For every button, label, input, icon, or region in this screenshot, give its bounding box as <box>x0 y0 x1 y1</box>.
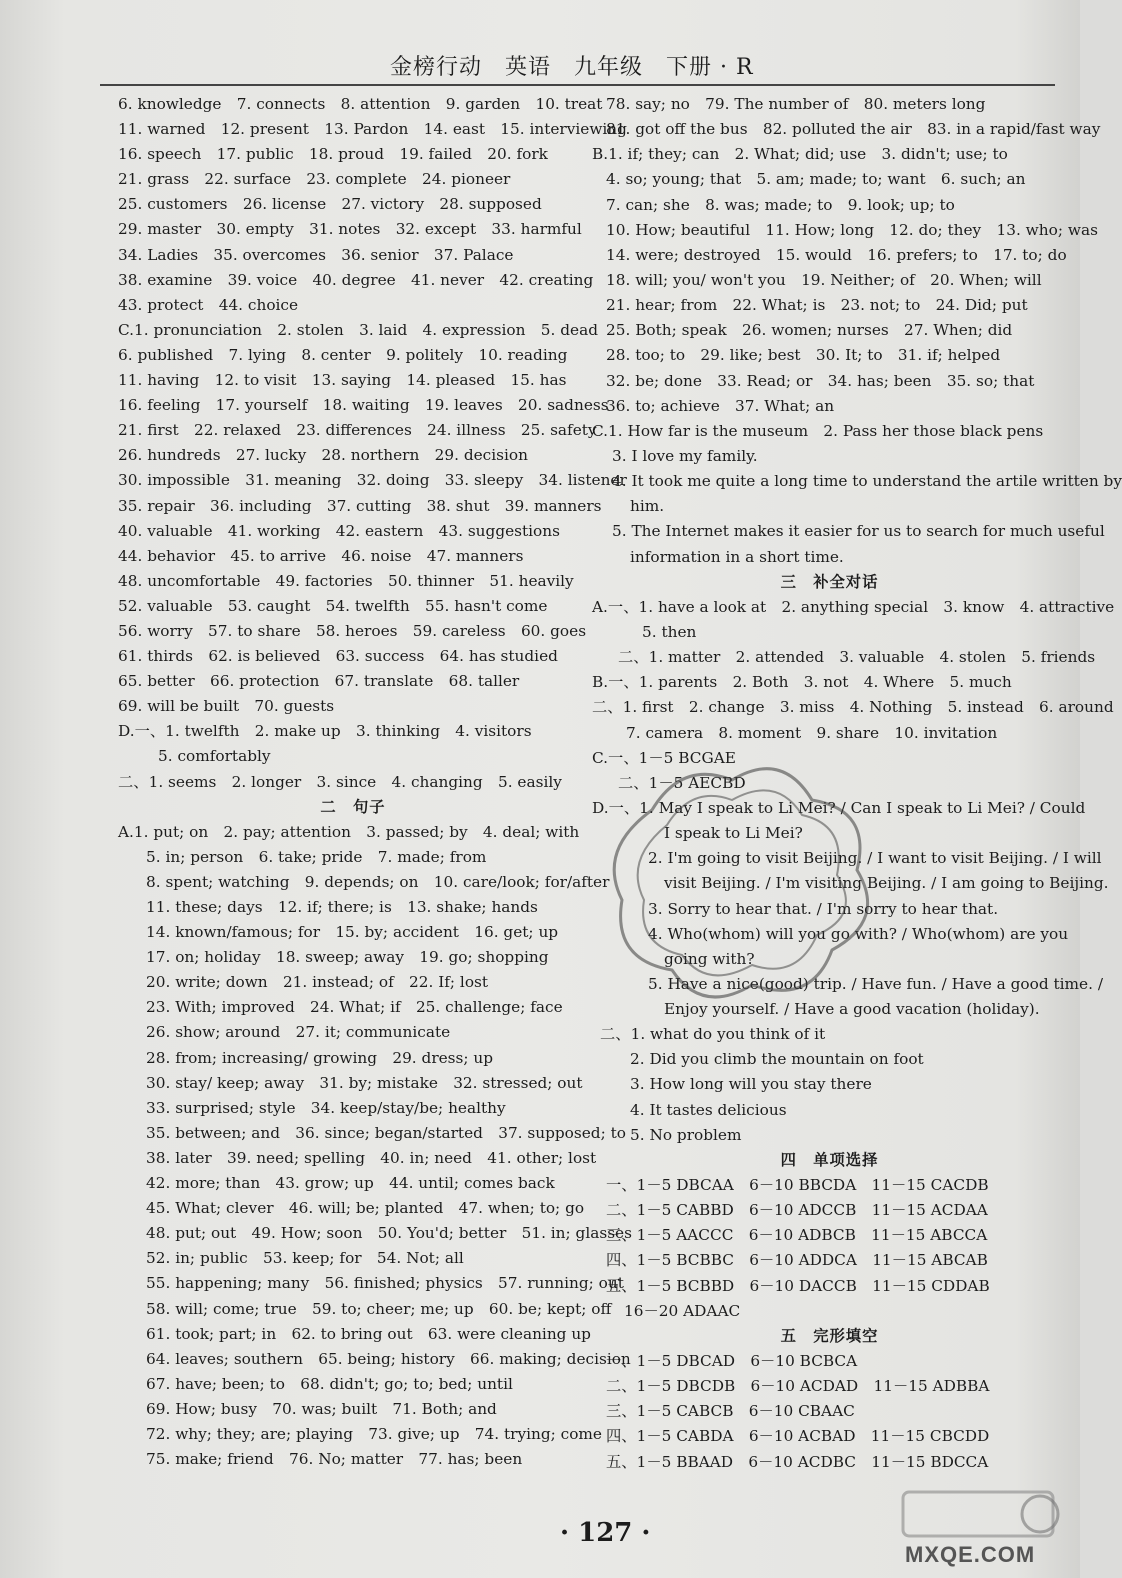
answer-line: 4. It took me quite a long time to understand the artile written by <box>612 472 1122 491</box>
answer-line: 5. comfortably <box>158 747 271 766</box>
answer-line: going with? <box>664 949 755 968</box>
answer-line: 21. first 22. relaxed 23. differences 24. illness 25. safety <box>118 421 597 440</box>
answer-line: 17. on; holiday 18. sweep; away 19. go; shopping <box>146 948 549 967</box>
answer-line: 4. It tastes delicious <box>630 1100 787 1119</box>
answer-line: 48. put; out 49. How; soon 50. You'd; better 51. in; glasses <box>146 1224 632 1243</box>
answer-line: 20. write; down 21. instead; of 22. If; lost <box>146 973 489 992</box>
answer-line: 二、1. seems 2. longer 3. since 4. changing 5. easily <box>118 772 562 791</box>
answer-line: 36. to; achieve 37. What; an <box>606 396 835 415</box>
header-title: 金榜行动 英语 九年级 下册 · R <box>390 55 754 80</box>
answer-line: 65. better 66. protection 67. translate 68. taller <box>118 672 520 691</box>
answer-line: 30. stay/ keep; away 31. by; mistake 32. stressed; out <box>146 1073 583 1092</box>
answer-line: 33. surprised; style 34. keep/stay/be; healthy <box>146 1098 506 1117</box>
answer-line: 26. hundreds 27. lucky 28. northern 29. decision <box>118 446 528 465</box>
answer-line: 48. uncomfortable 49. factories 50. thinner 51. heavily <box>118 571 574 590</box>
answer-line: 四、1－5 CABDA 6－10 ACBAD 11－15 CBCDD <box>606 1427 990 1446</box>
answer-line: 28. from; increasing/ growing 29. dress; up <box>146 1048 494 1067</box>
answer-line: 35. between; and 36. since; began/started 37. supposed; to <box>146 1123 626 1142</box>
answer-line: Enjoy yourself. / Have a good vacation (holiday). <box>664 1000 1040 1019</box>
answer-line: 58. will; come; true 59. to; cheer; me; up 60. be; kept; off <box>146 1299 612 1318</box>
answer-line: B.一、1. parents 2. Both 3. not 4. Where 5. much <box>592 673 1012 692</box>
answer-line: 55. happening; many 56. finished; physics 57. running; out <box>146 1274 624 1293</box>
answer-line: 11. having 12. to visit 13. saying 14. pleased 15. has <box>118 371 567 390</box>
site-logo-text: MXQE.COM <box>905 1542 1036 1567</box>
answer-line: 二、1. what do you think of it <box>600 1025 826 1044</box>
answer-line: 16－20 ADAAC <box>624 1301 741 1320</box>
answer-line: 44. behavior 45. to arrive 46. noise 47. manners <box>118 546 524 565</box>
section-heading: 四 单项选择 <box>780 1150 879 1169</box>
answer-line: 4. Who(whom) will you go with? / Who(whom) are you <box>648 924 1069 943</box>
watermark-stamp-icon <box>592 740 892 1020</box>
answer-line: 5. in; person 6. take; pride 7. made; from <box>146 847 487 866</box>
answer-line: 二、1. first 2. change 3. miss 4. Nothing 5. instead 6. around <box>592 698 1114 717</box>
answer-line: 3. Sorry to hear that. / I'm sorry to hear that. <box>648 899 999 918</box>
answer-line: 一、1－5 DBCAA 6－10 BBCDA 11－15 CACDB <box>606 1176 989 1195</box>
answer-line: 7. camera 8. moment 9. share 10. invitation <box>626 723 998 742</box>
answer-line: 14. known/famous; for 15. by; accident 16. get; up <box>146 923 559 942</box>
answer-line: visit Beijing. / I'm visiting Beijing. / I am going to Beijing. <box>664 874 1109 893</box>
answer-line: 30. impossible 31. meaning 32. doing 33. sleepy 34. listener <box>118 471 627 490</box>
answer-line: 32. be; done 33. Read; or 34. has; been 35. so; that <box>606 371 1035 390</box>
answer-line: 五、1－5 BBAAD 6－10 ACDBC 11－15 BDCCA <box>606 1452 989 1471</box>
answer-line: 16. feeling 17. yourself 18. waiting 19. leaves 20. sadness <box>118 396 609 415</box>
answer-line <box>118 1472 588 1497</box>
answer-line: 14. were; destroyed 15. would 16. prefers; to 17. to; do <box>606 245 1067 264</box>
answer-line: 23. With; improved 24. What; if 25. challenge; face <box>146 998 563 1017</box>
answer-line: 61. took; part; in 62. to bring out 63. were cleaning up <box>146 1324 591 1343</box>
answer-line: 72. why; they; are; playing 73. give; up 74. trying; come <box>146 1424 602 1443</box>
answer-line: D.一、1. May I speak to Li Mei? / Can I speak to Li Mei? / Could <box>592 798 1086 817</box>
answer-line: 8. spent; watching 9. depends; on 10. care/look; for/after <box>146 872 610 891</box>
answer-line: 2. Did you climb the mountain on foot <box>630 1050 924 1069</box>
answer-line: 78. say; no 79. The number of 80. meters long <box>606 95 986 113</box>
answer-line: 61. thirds 62. is believed 63. success 64. has studied <box>118 647 558 666</box>
answer-line: B.1. if; they; can 2. What; did; use 3. didn't; use; to <box>592 145 1008 164</box>
answer-line: 三、1－5 CABCB 6－10 CBAAC <box>606 1402 855 1421</box>
answer-line: 64. leaves; southern 65. being; history 66. making; decision <box>146 1349 631 1368</box>
answer-line: C.一、1－5 BCGAE <box>592 748 736 767</box>
answer-line: C.1. How far is the museum 2. Pass her those black pens <box>592 421 1044 440</box>
answer-line: 40. valuable 41. working 42. eastern 43. suggestions <box>118 521 560 540</box>
answer-line: 2. I'm going to visit Beijing. / I want to visit Beijing. / I will <box>648 849 1102 868</box>
section-heading: 三 补全对话 <box>780 572 879 591</box>
answer-line: 11. these; days 12. if; there; is 13. shake; hands <box>146 898 538 916</box>
left-column <box>118 92 632 1522</box>
answer-line: D.一、1. twelfth 2. make up 3. thinking 4. visitors <box>118 722 532 741</box>
answer-line: 10. How; beautiful 11. How; long 12. do; they 13. who; was <box>606 220 1098 239</box>
answer-line: 5. then <box>642 622 697 641</box>
answer-line: 75. make; friend 76. No; matter 77. has; been <box>146 1450 523 1469</box>
answer-line: 29. master 30. empty 31. notes 32. except 33. harmful <box>118 220 582 239</box>
answer-line: A.一、1. have a look at 2. anything special 3. know 4. attractive <box>592 597 1115 616</box>
answer-line: 6. knowledge 7. connects 8. attention 9. garden 10. treat <box>118 95 603 113</box>
answer-line: 一、1－5 DBCAD 6－10 BCBCA <box>606 1352 858 1371</box>
answer-line: 5. Have a nice(good) trip. / Have fun. / Have a good time. / <box>648 974 1103 993</box>
answer-line: 67. have; been; to 68. didn't; go; to; bed; until <box>146 1374 513 1393</box>
answer-line: 5. No problem <box>630 1125 742 1144</box>
answer-line: 35. repair 36. including 37. cutting 38. shut 39. manners <box>118 496 602 515</box>
answer-line <box>118 1497 588 1522</box>
answer-line: 52. valuable 53. caught 54. twelfth 55. hasn't come <box>118 596 548 615</box>
answer-line: 43. protect 44. choice <box>118 295 299 314</box>
answer-line: 6. published 7. lying 8. center 9. politely 10. reading <box>118 345 568 364</box>
answer-line: C.1. pronunciation 2. stolen 3. laid 4. expression 5. dead <box>118 320 598 339</box>
answer-line: 26. show; around 27. it; communicate <box>146 1023 451 1042</box>
answer-line: 3. I love my family. <box>612 446 758 465</box>
answer-line: 4. so; young; that 5. am; made; to; want 6. such; an <box>606 170 1026 189</box>
section-heading: 二 句子 <box>320 797 386 816</box>
answer-line: 21. hear; from 22. What; is 23. not; to 24. Did; put <box>606 296 1028 315</box>
answer-line: him. <box>630 497 665 516</box>
answer-line: 38. later 39. need; spelling 40. in; need 41. other; lost <box>146 1148 597 1167</box>
answer-line: 四、1－5 BCBBC 6－10 ADDCA 11－15 ABCAB <box>606 1251 988 1270</box>
page-number: · 127 · <box>560 1518 651 1548</box>
answer-line: 三、1－5 AACCC 6－10 ADBCB 11－15 ABCCA <box>606 1226 988 1245</box>
answer-line: 二、1－5 DBCDB 6－10 ACDAD 11－15 ADBBA <box>606 1377 990 1396</box>
answer-line: A.1. put; on 2. pay; attention 3. passed; by 4. deal; with <box>118 822 580 841</box>
answer-line: 28. too; to 29. like; best 30. It; to 31. if; helped <box>606 346 1001 365</box>
answer-line: 69. How; busy 70. was; built 71. Both; and <box>146 1399 497 1418</box>
answer-line: 81. got off the bus 82. polluted the air 83. in a rapid/fast way <box>606 120 1101 139</box>
answer-line: 二、1－5 AECBD <box>618 773 746 792</box>
answer-line: 16. speech 17. public 18. proud 19. failed 20. fork <box>118 145 548 164</box>
answer-line: 42. more; than 43. grow; up 44. until; comes back <box>146 1174 555 1193</box>
answer-line: 69. will be built 70. guests <box>118 697 335 716</box>
answer-line: 二、1. matter 2. attended 3. valuable 4. stolen 5. friends <box>618 648 1096 667</box>
answer-line: 45. What; clever 46. will; be; planted 47. when; to; go <box>146 1199 585 1218</box>
answer-line: 7. can; she 8. was; made; to 9. look; up; to <box>606 195 955 214</box>
answer-line: I speak to Li Mei? <box>664 824 803 843</box>
answer-line: 52. in; public 53. keep; for 54. Not; all <box>146 1249 464 1268</box>
section-heading: 五 完形填空 <box>780 1326 879 1345</box>
answer-line: 5. The Internet makes it easier for us to search for much useful <box>612 522 1105 541</box>
answer-line: 五、1－5 BCBBD 6－10 DACCB 11－15 CDDAB <box>606 1276 990 1295</box>
answer-line: 18. will; you/ won't you 19. Neither; of 20. When; will <box>606 270 1042 289</box>
answer-line: information in a short time. <box>630 547 844 566</box>
answer-line: 21. grass 22. surface 23. complete 24. pioneer <box>118 170 511 189</box>
answer-line: 34. Ladies 35. overcomes 36. senior 37. Palace <box>118 245 514 264</box>
answer-line: 3. How long will you stay there <box>630 1075 872 1094</box>
page-header <box>100 48 1055 86</box>
answer-line: 56. worry 57. to share 58. heroes 59. careless 60. goes <box>118 621 587 640</box>
answer-line: 二、1－5 CABBD 6－10 ADCCB 11－15 ACDAA <box>606 1201 988 1220</box>
answer-line: 25. Both; speak 26. women; nurses 27. When; did <box>606 321 1013 340</box>
answer-line: 11. warned 12. present 13. Pardon 14. east 15. interviewing <box>118 120 627 139</box>
answer-line: 25. customers 26. license 27. victory 28. supposed <box>118 195 542 214</box>
answer-line: 38. examine 39. voice 40. degree 41. never 42. creating <box>118 270 594 289</box>
